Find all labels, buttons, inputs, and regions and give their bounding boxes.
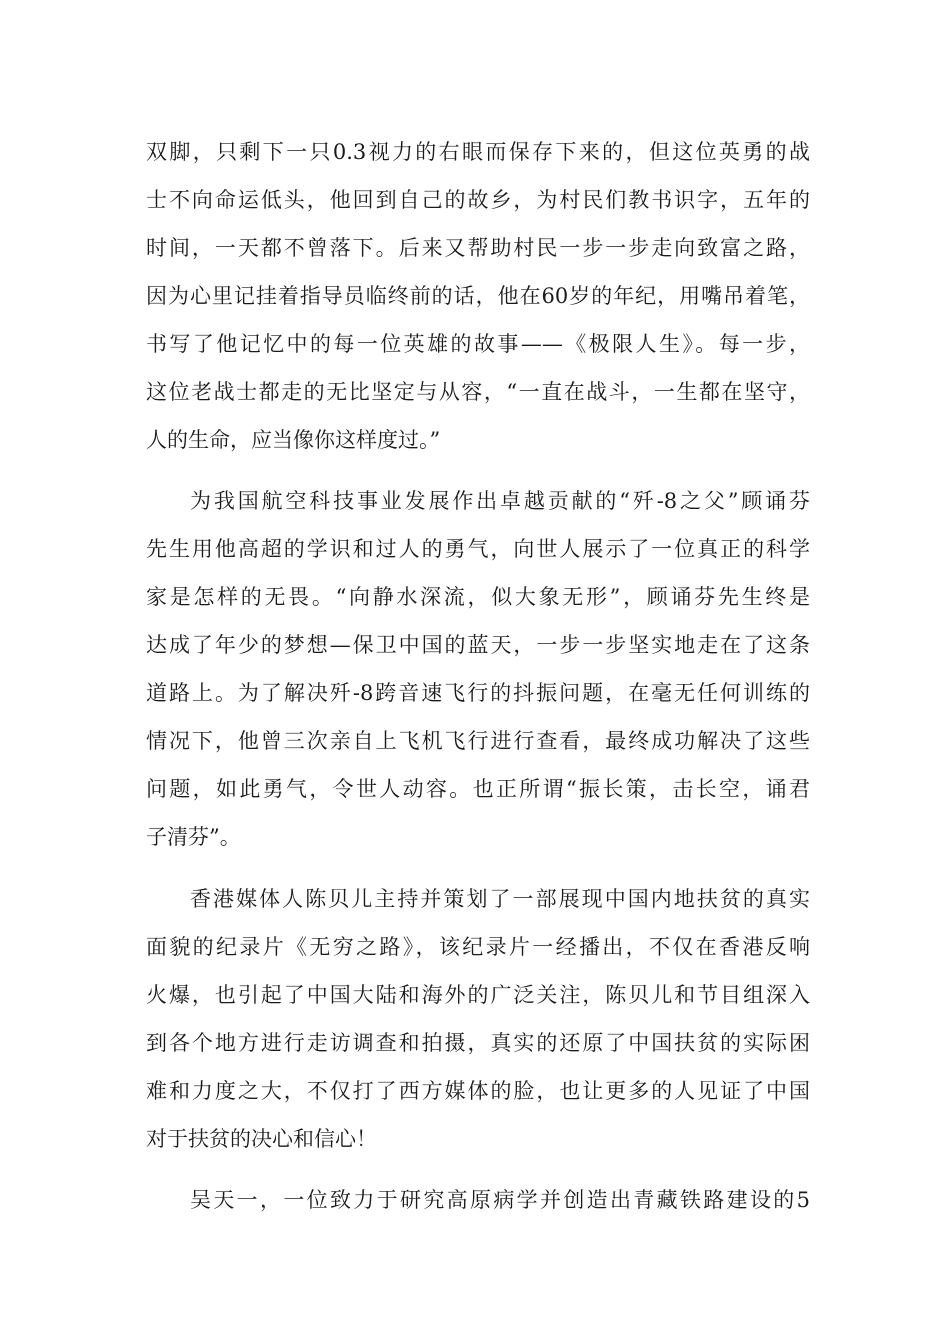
text-line: 到各个地方进行走访调查和拍摄，真实的还原了中国扶贫的实际困 — [146, 1031, 810, 1055]
text-line: 难和力度之大，不仅打了西方媒体的脸，也让更多的人见证了中国 — [146, 1079, 810, 1103]
text-line: 这位老战士都走的无比坚定与从容，“一直在战斗，一生都在坚守， — [146, 380, 810, 404]
paragraph-first-line: 香港媒体人陈贝儿主持并策划了一部展现中国内地扶贫的真实 — [190, 887, 810, 911]
text-line: 火爆，也引起了中国大陆和海外的广泛关注，陈贝儿和节目组深入 — [146, 983, 810, 1007]
text-line: 双脚，只剩下一只0.3视力的右眼而保存下来的，但这位英勇的战 — [146, 140, 810, 164]
text-line: 家是怎样的无畏。“向静水深流，似大象无形”，顾诵芬先生终是 — [146, 585, 810, 609]
text-line: 人的生命，应当像你这样度过。” — [146, 428, 441, 452]
text-line: 对于扶贫的决心和信心！ — [146, 1127, 377, 1151]
text-line: 情况下，他曾三次亲自上飞机飞行进行查看，最终成功解决了这些 — [146, 729, 810, 753]
text-line: 子清芬”。 — [146, 825, 241, 849]
text-line: 先生用他高超的学识和过人的勇气，向世人展示了一位真正的科学 — [146, 537, 810, 561]
text-line: 道路上。为了解决歼-8跨音速飞行的抖振问题，在毫无任何训练的 — [146, 681, 810, 705]
paragraph-first-line: 吴天一，一位致力于研究高原病学并创造出青藏铁路建设的5 — [190, 1188, 810, 1212]
text-line: 达成了年少的梦想—保卫中国的蓝天，一步一步坚实地走在了这条 — [146, 633, 810, 657]
paragraph-first-line: 为我国航空科技事业发展作出卓越贡献的“歼-8之父”顾诵芬 — [190, 489, 810, 513]
text-line: 士不向命运低头，他回到自己的故乡，为村民们教书识字，五年的 — [146, 188, 810, 212]
text-line: 问题，如此勇气，令世人动容。也正所谓“振长策，击长空，诵君 — [146, 777, 810, 801]
text-line: 时间，一天都不曾落下。后来又帮助村民一步一步走向致富之路， — [146, 236, 810, 260]
text-line: 书写了他记忆中的每一位英雄的故事——《极限人生》。每一步， — [146, 332, 810, 356]
text-line: 因为心里记挂着指导员临终前的话，他在60岁的年纪，用嘴吊着笔， — [146, 284, 810, 308]
text-line: 面貌的纪录片《无穷之路》，该纪录片一经播出，不仅在香港反响 — [146, 935, 810, 959]
